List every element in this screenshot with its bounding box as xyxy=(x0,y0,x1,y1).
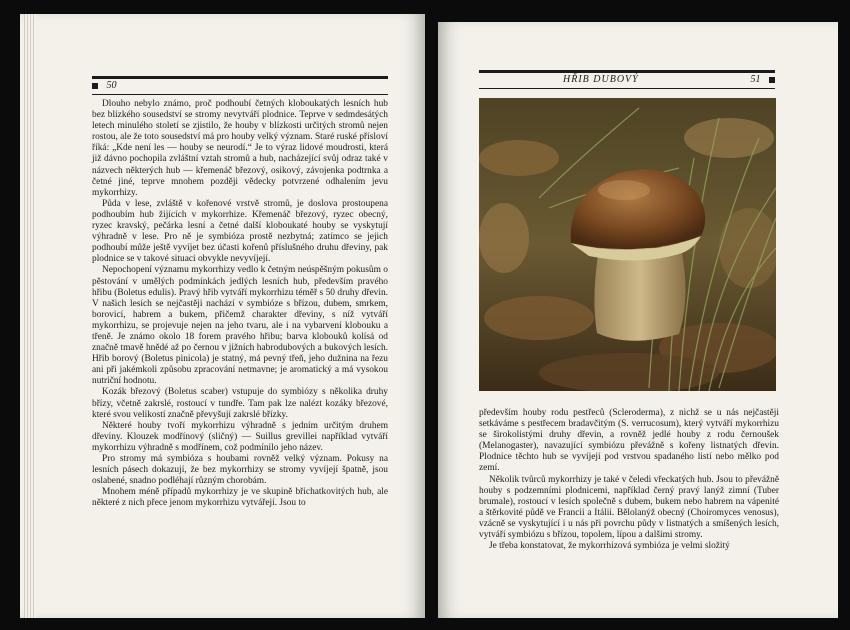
left-page-header xyxy=(92,76,388,92)
porcini-mushroom-photo xyxy=(479,98,776,391)
square-marker-icon xyxy=(769,77,775,83)
left-body-text xyxy=(92,99,388,509)
paragraph: Půda v lese, zvláště v kořenové vrstvě stromů, je doslova prostoupena podhoubím hub žijících v mykorrhize. Křemenáč březový, ryzec obecný, ryzec kravský, pečárka lesní a četné další kloboukaté houby se vyskytují výhradně v lese. Pro ně je symbióza prostě nezbytná; zatímco se jejich podhoubí může ještě vyvíjet bez účasti kořenů příslušného druhu dřeviny, pak plodnice se v takové situaci obvykle nevyvíjejí. xyxy=(92,198,388,265)
right-page-number: 51 xyxy=(750,74,761,85)
paragraph: především houby rodu pestřeců (Scleroderma), z nichž se u nás nejčastěji setkáváme s pestřecem bradavčitým (S. verrucosum), který vytváří mykorrhizu se širokolistými druhy dřevin, a rovněž jedlé houby z rodu černoušek (Melanogaster), navazující symbiózu převážně s kořeny listnatých dřevin. Plodnice těchto hub se vyvíjejí pod vrstvou spadaného listí nebo mělko pod zemí. xyxy=(479,408,779,474)
paragraph: Dlouho nebylo známo, proč podhoubí četných kloboukatých lesních hub bez blízkého sousedství se stromy nevytváří plodnice. Teprve v sedmdesátých letech minulého století se zjistilo, že houby v blízkosti určitých stromů nejen rostou, ale že toto sousedství má pro houby velký význam. Staré ruské přísloví říká: „Kde není les — houby se neurodí.“ Je to výraz lidové moudrosti, která již dávno pochopila zvláštní vztah stromů a hub, nacházející svůj odraz také v názvech některých hub — křemenáč březový, osikový, závojenka podtrnka a četné jiné, teprve mnohem později vědecky potvrzené odhalením jevu mykorrhizy. xyxy=(92,99,388,198)
paragraph: Některé houby tvoří mykorrhizu výhradně s jedním určitým druhem dřeviny. Klouzek modřínový (sličný) — Suillus grevillei například vytváří mykorrhizu výhradně s modřínem, což podmínilo jeho název. xyxy=(92,420,388,453)
paragraph: Kozák březový (Boletus scaber) vstupuje do symbiózy s několika druhy břízy, včetně zakrslé, rostoucí v tundře. Tam pak lze nalézt kozáky březové, které svou velikostí značně převyšují zakrslé břízky. xyxy=(92,387,388,420)
page-edges xyxy=(24,14,36,618)
running-title: HŘIB DUBOVÝ xyxy=(563,74,639,85)
paragraph: Je třeba konstatovat, že mykorrhizová symbióza je velmi složitý xyxy=(489,541,730,552)
paragraph: Několik tvůrců mykorrhizy je také v čeledi vřeckatých hub. Jsou to převážně houby s podzemními plodnicemi, například černý pravý lanýž zimní (Tuber brumale), rostoucí v lesích společně s dubem, bukem nebo habrem na vápenité a štěrkovité půdě ve Francii a Itálii. Bělolanýž obecný (Choiromyces venosus), vzácně se vyskytující i u nás při povrchu půdy v listnatých a smíšených lesích, vytváří symbiózu s břízou, topolem, lípou a dalšími stromy. xyxy=(479,474,779,541)
paragraph: Nepochopení významu mykorrhizy vedlo k četným neúspěšným pokusům o pěstování v umělých podmínkách jedlých lesních hub, především pravého hřibu (Boletus edulis). Pravý hřib vytváří mykorrhizu téměř s 50 druhy dřevin. V našich lesích se nejčastěji nachází v symbióze s břízou, dubem, smrkem, borovicí, habrem a bukem, přičemž charakter dřeviny, s níž vytváří mykorrhizu, se projevuje nejen na jeho tvaru, ale i na vybarvení klobouku a třeně. Je známo okolo 18 forem pravého hřibu; barva klobouků kolísá od značně tmavě hnědé až po černou v jižních habrodubových a bukových lesích. Hřib borový (Boletus pinicola) je statný, má pevný třeň, jeho dužnina na řezu ani při jakémkoli způsobu zpracování netmavne; je aromatický a má vysokou nutriční hodnotu. xyxy=(92,265,388,387)
right-body-text xyxy=(479,408,779,552)
paragraph: Pro stromy má symbióza s houbami rovněž velký význam. Pokusy na lesních pásech dokazují, že bez mykorrhizy se stromy vyvíjejí špatně, jsou oslabené, snadno podléhají různým chorobám. xyxy=(92,454,388,487)
right-page-header xyxy=(479,70,775,86)
square-marker-icon xyxy=(92,83,98,89)
left-page-number: 50 xyxy=(106,80,117,91)
left-page xyxy=(20,14,425,618)
paragraph: Mnohem méně případů mykorrhizy je ve skupině břichatkovitých hub, ale některé z nich přece jenom mykorrhizu vytvářejí. Jsou to xyxy=(92,487,388,509)
right-page xyxy=(438,22,838,618)
